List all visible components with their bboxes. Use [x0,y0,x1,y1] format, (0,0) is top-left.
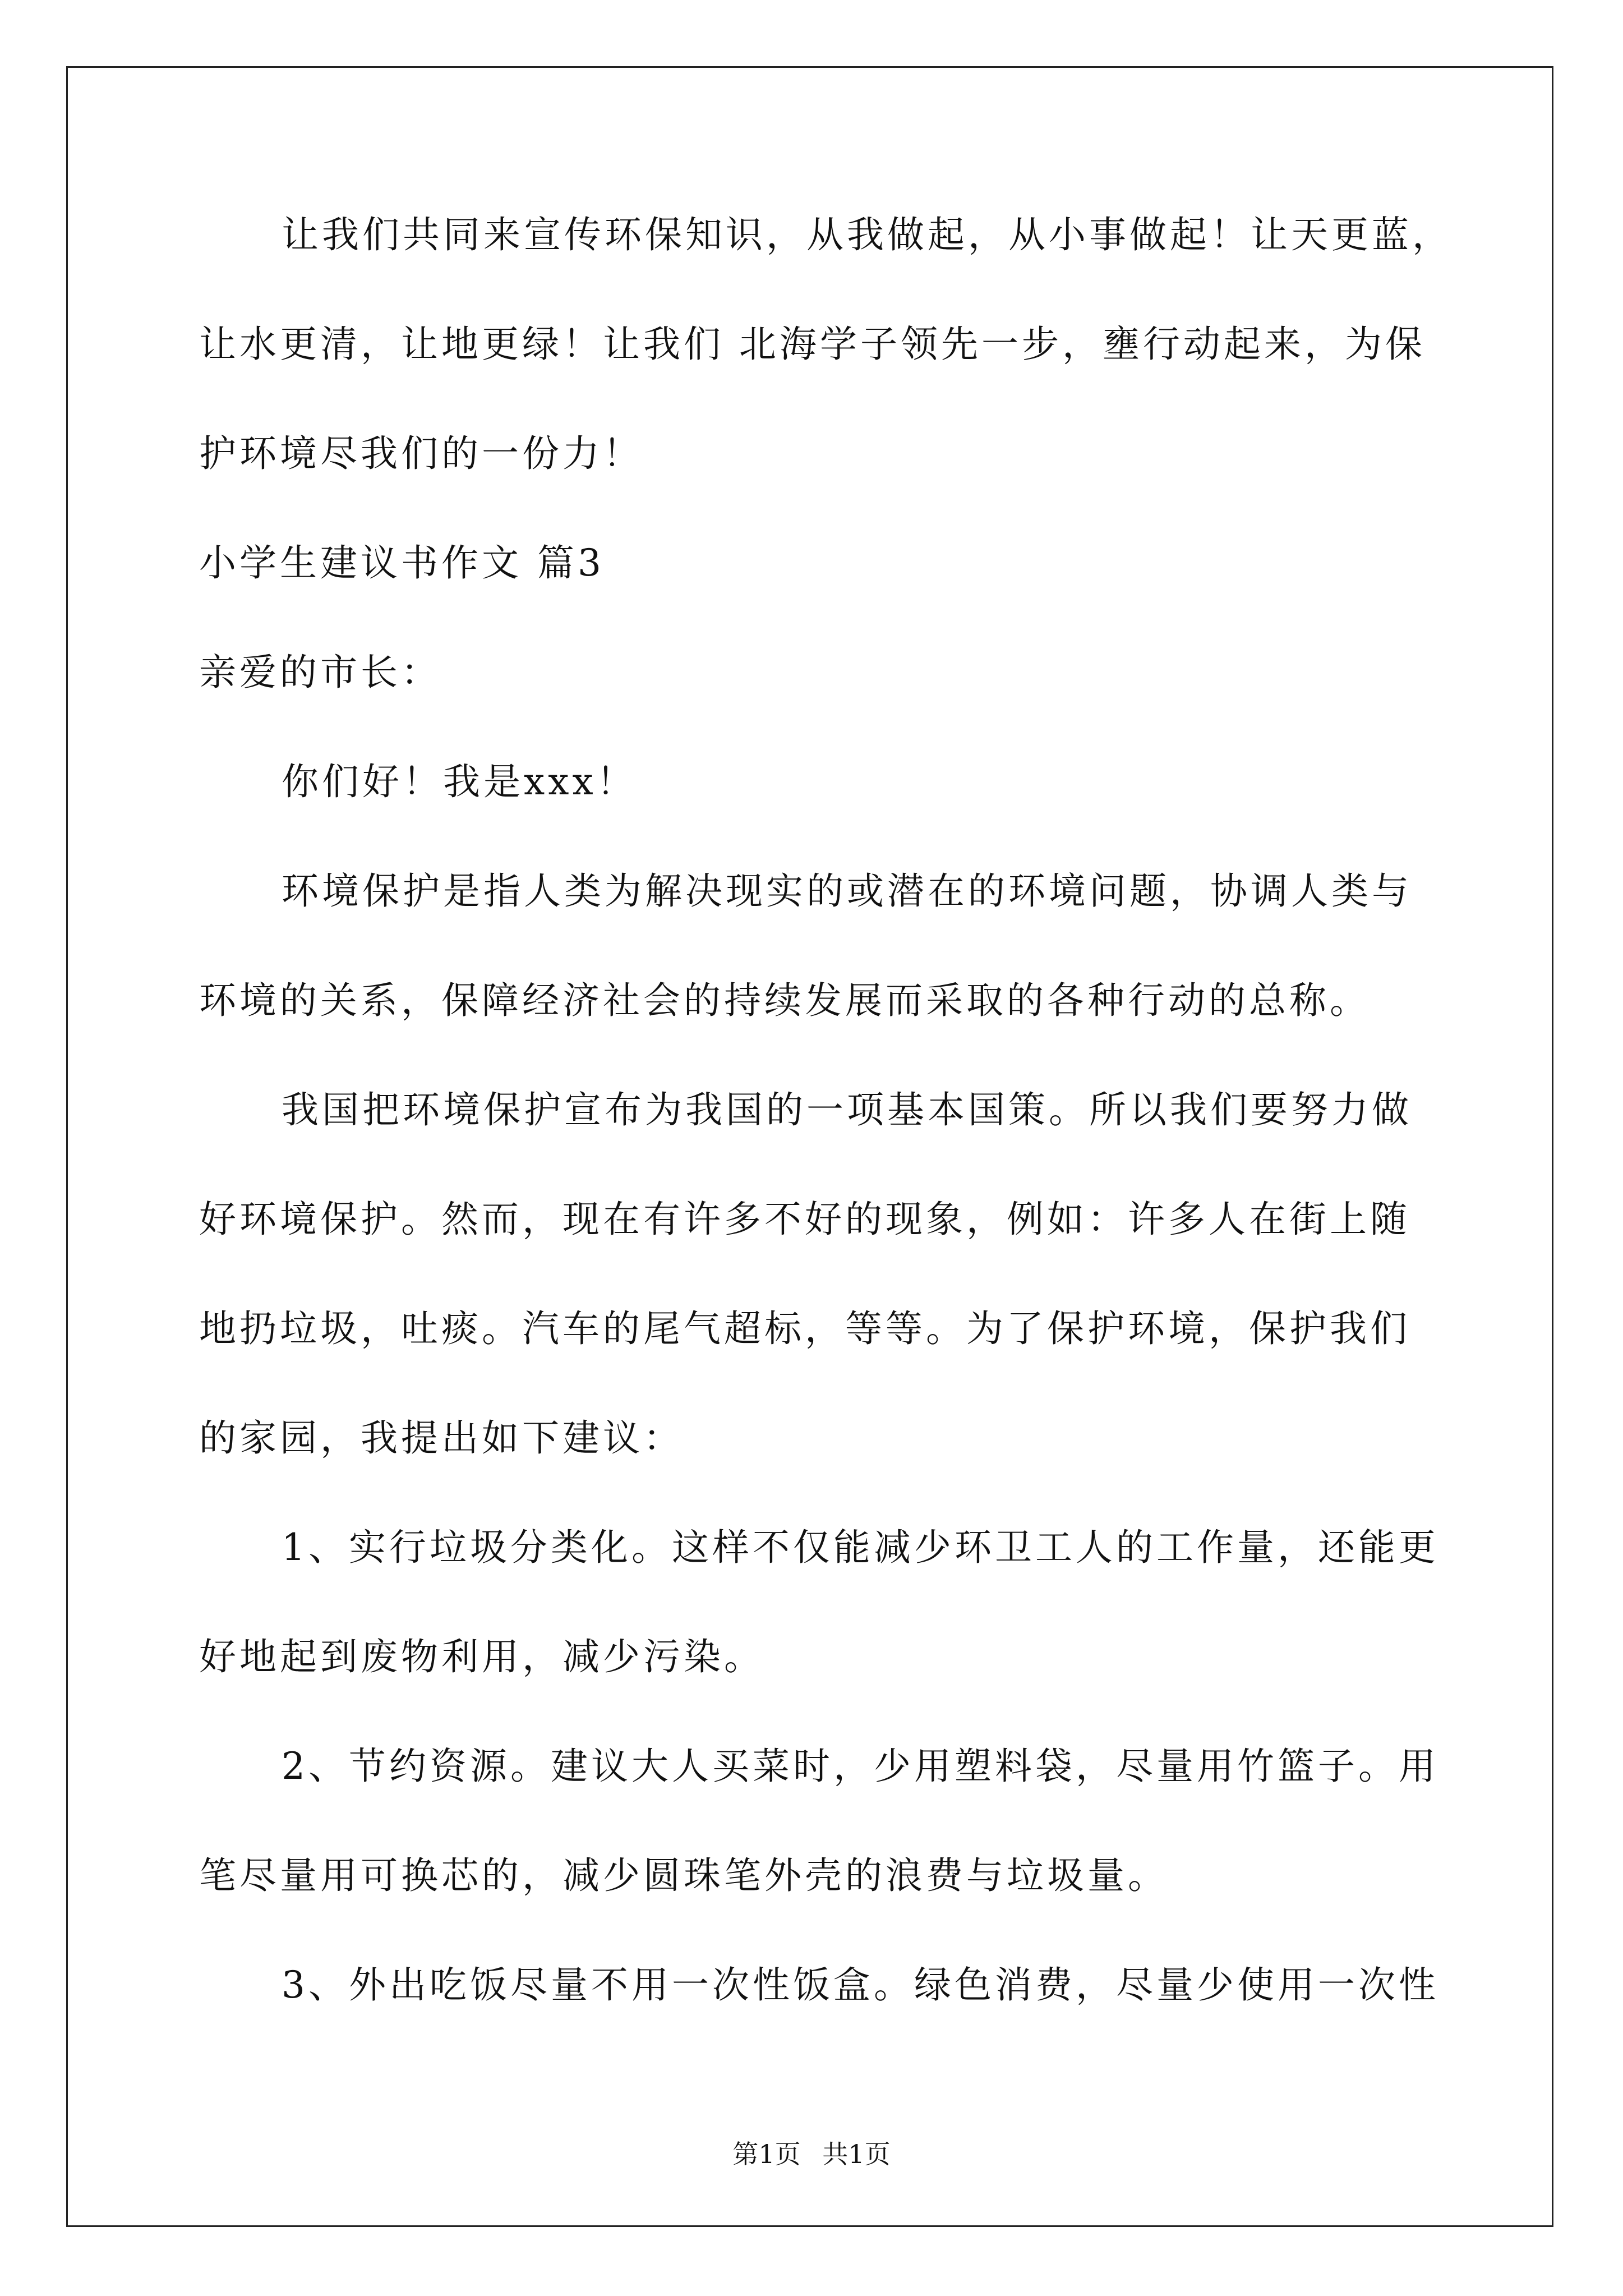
list-item: 2、节约资源。建议大人买菜时，少用塑料袋，尽量用竹篮子。用 [282,1745,1439,1788]
paragraph-line: 护环境尽我们的一份力！ [199,432,643,475]
list-item-continuation: 好地起到废物利用，减少污染。 [199,1635,764,1678]
paragraph-line: 好环境保护。然而，现在有许多不好的现象，例如：许多人在街上随 [199,1198,1410,1241]
list-item: 1、实行垃圾分类化。这样不仅能减少环卫工人的工作量，还能更 [282,1526,1439,1569]
list-item: 3、外出吃饭尽量不用一次性饭盒。绿色消费，尽量少使用一次性 [282,1963,1439,2007]
paragraph-line: 让我们共同来宣传环保知识，从我做起，从小事做起！让天更蓝， [282,213,1453,256]
greeting-line: 你们好！我是xxx！ [282,760,637,803]
document-body [199,208,1453,2013]
page-number: 第1页 [732,2139,801,2169]
salutation: 亲爱的市长： [199,651,441,694]
paragraph-line: 环境保护是指人类为解决现实的或潜在的环境问题，协调人类与 [282,869,1412,913]
paragraph-line: 地扔垃圾，吐痰。汽车的尾气超标，等等。为了保护环境，保护我们 [199,1307,1410,1350]
page-footer [0,2137,1623,2171]
paragraph-line: 我国把环境保护宣布为我国的一项基本国策。所以我们要努力做 [282,1088,1412,1131]
page-total: 共1页 [822,2139,891,2169]
section-heading: 小学生建议书作文 篇3 [199,541,605,585]
list-item-continuation: 笔尽量用可换芯的，减少圆珠笔外壳的浪费与垃圾量。 [199,1854,1168,1897]
paragraph-line: 环境的关系，保障经济社会的持续发展而采取的各种行动的总称。 [199,979,1370,1022]
paragraph-line: 的家园，我提出如下建议： [199,1416,684,1460]
paragraph-line: 让水更清，让地更绿！让我们 北海学子领先一步，壅行动起来，为保 [199,323,1426,366]
